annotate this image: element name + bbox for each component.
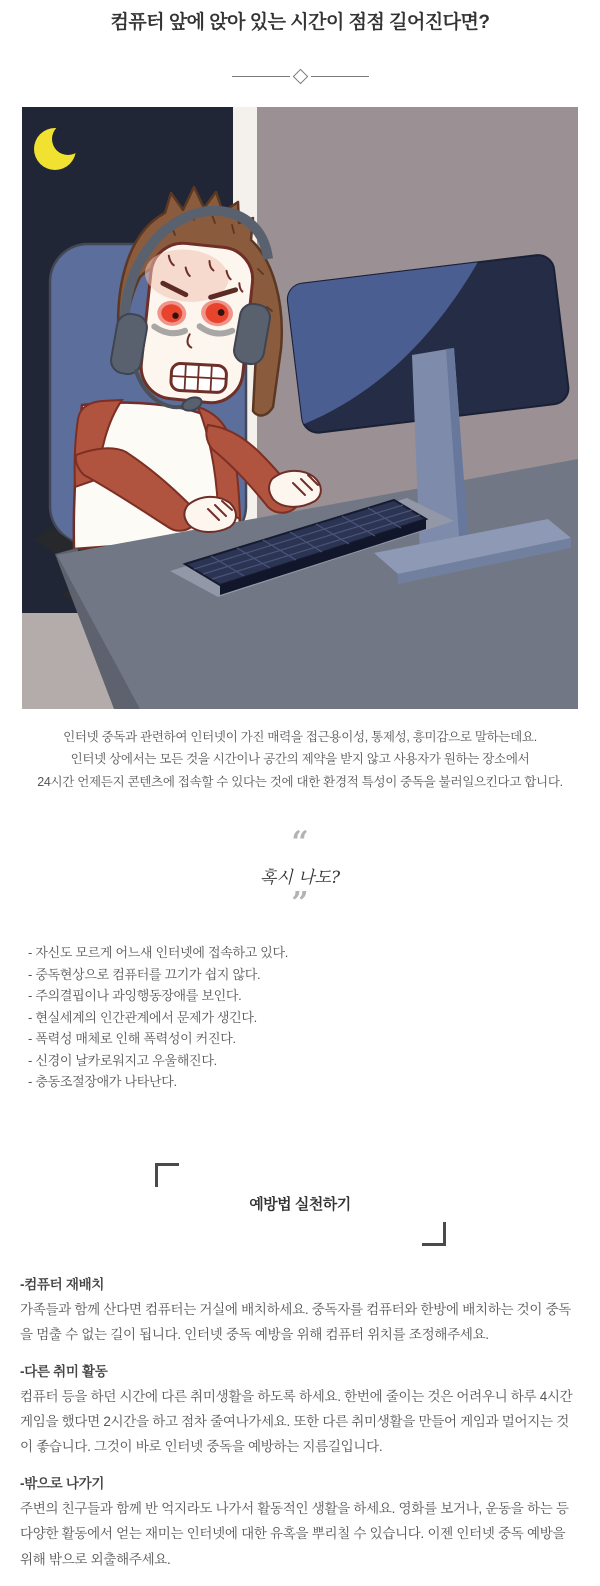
symptom-item: - 자신도 모르게 어느새 인터넷에 접속하고 있다. xyxy=(28,945,289,961)
tip-body: 컴퓨터 등을 하던 시간에 다른 취미생활을 하도록 하세요. 한번에 줄이는 것은 어려우니 하루 4시간 게임을 했다면 2시간을 하고 점차 줄여나가세요. 또한 다른 취미생활을 만들어 게임과 멀어지는 것이 좋습니다. 그것이 바로 인터넷 중독을 예방하는 지름길입니다. xyxy=(20,1388,573,1455)
intro-paragraph xyxy=(0,726,600,793)
section-header xyxy=(0,1163,600,1245)
symptom-item: - 중독현상으로 컴퓨터를 끄기가 쉽지 않다. xyxy=(28,966,261,982)
tip-section xyxy=(20,1362,580,1460)
bracket-bottom-right-icon xyxy=(422,1222,446,1246)
tip-body: 주변의 친구들과 함께 반 억지라도 나가서 활동적인 생활을 하세요. 영화를 보거나, 운동을 하는 등 다양한 활동에서 얻는 재미는 인터넷에 대한 유혹을 뿌리칠 수 있습니다. 이젠 인터넷 중독 예방을 위해 밖으로 외출해주세요. xyxy=(20,1500,569,1567)
illustration-man-at-computer xyxy=(22,107,578,709)
tip-heading: -컴퓨터 재배치 xyxy=(20,1276,105,1292)
symptom-item: - 충동조절장애가 나타난다. xyxy=(28,1074,177,1090)
intro-line: 24시간 언제든지 콘텐츠에 접속할 수 있다는 것에 대한 환경적 특성이 중독을 불러일으킨다고 합니다. xyxy=(37,774,563,789)
intro-line: 인터넷 중독과 관련하여 인터넷이 가진 매력을 접근용이성, 통제성, 흥미감으로 말하는데요. xyxy=(63,730,537,744)
divider-line xyxy=(232,76,290,77)
tip-heading: -밖으로 나가기 xyxy=(20,1475,105,1491)
bracket-top-left-icon xyxy=(155,1163,179,1187)
face xyxy=(132,239,256,405)
tip-section xyxy=(20,1275,580,1348)
diamond-icon xyxy=(292,69,308,85)
section-title: 예방법 실천하기 xyxy=(249,1195,351,1213)
tips xyxy=(0,1275,600,1572)
tip-body: 가족들과 함께 산다면 컴퓨터는 거실에 배치하세요. 중독자를 컴퓨터와 한방에 배치하는 것이 중독을 멈출 수 없는 길이 됩니다. 인터넷 중독 예방을 위해 컴퓨터 위치를 조정해주세요. xyxy=(20,1301,572,1343)
symptom-list xyxy=(0,942,600,1093)
symptom-item: - 주의결핍이나 과잉행동장애를 보인다. xyxy=(28,988,242,1004)
close-quote-icon: ” xyxy=(291,886,309,922)
quote-block xyxy=(0,825,600,922)
symptom-item: - 폭력성 매체로 인해 폭력성이 커진다. xyxy=(28,1031,236,1047)
quote-text: 혹시 나도? xyxy=(259,868,341,889)
gritted-teeth xyxy=(171,363,227,393)
symptom-item: - 현실세계의 인간관계에서 문제가 생긴다. xyxy=(28,1009,257,1025)
divider xyxy=(0,69,600,84)
symptom-item: - 신경이 날카로워지고 우울해진다. xyxy=(28,1052,217,1068)
tip-heading: -다른 취미 활동 xyxy=(20,1363,108,1379)
intro-line: 인터넷 상에서는 모든 것을 시간이나 공간의 제약을 받지 않고 사용자가 원하는 장소에서 xyxy=(70,752,530,767)
page-title: 컴퓨터 앞에 앉아 있는 시간이 점점 길어진다면? xyxy=(110,12,490,33)
open-quote-icon: “ xyxy=(291,825,309,861)
divider-line xyxy=(311,76,369,77)
tip-section xyxy=(20,1474,580,1572)
